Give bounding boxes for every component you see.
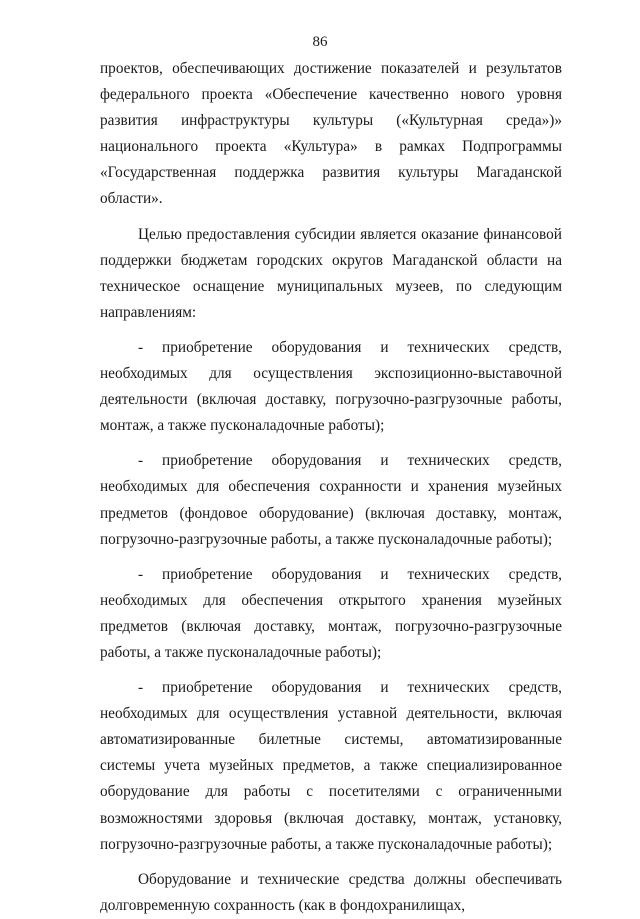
- paragraph-equipment-requirements: Оборудование и технические средства должны обеспечивать долговременную сохранность (как в фондохранилищах,: [100, 870, 562, 914]
- list-item-open-storage-equipment: - приобретение оборудования и технических средств, необходимых для обеспечения открытого хранения музейных предметов (включая доставку, монтаж, погрузочно-разгрузочные работы, а также пусконаладочные работы);: [100, 565, 562, 661]
- page-number: 86: [312, 34, 328, 50]
- document-body: [100, 56, 562, 919]
- list-item-storage-equipment: - приобретение оборудования и технических средств, необходимых для обеспечения сохранности и хранения музейных предметов (фондовое оборудование) (включая доставку, монтаж, погрузочно-разгрузочные работы, а также пусконаладочные работы);: [100, 452, 562, 548]
- list-item-statutory-activity-equipment: - приобретение оборудования и технических средств, необходимых для осуществления уставной деятельности, включая автоматизированные билетные системы, автоматизированные системы учета музейных предметов, а также специализированное оборудование для работы с посетителями с ограниченными возможностями здоровья (включая доставку, монтаж, установку, погрузочно-разгрузочные работы, а также пусконаладочные работы);: [100, 679, 562, 853]
- paragraph-subsidy-purpose: Целью предоставления субсидии является оказание финансовой поддержки бюджетам городских округов Магаданской области на техническое оснащение муниципальных музеев, по следующим направлениям:: [100, 225, 562, 321]
- paragraph-continuation: проектов, обеспечивающих достижение показателей и результатов федерального проекта «Обеспечение качественно нового уровня развития инфраструктуры культуры («Культурная среда»)» национального проекта «Культура» в рамках Подпрограммы «Государственная поддержка развития культуры Магаданской области».: [100, 60, 562, 208]
- list-item-exhibition-equipment: - приобретение оборудования и технических средств, необходимых для осуществления экспозиционно-выставочной деятельности (включая доставку, погрузочно-разгрузочные работы, монтаж, а также пусконаладочные работы);: [100, 338, 562, 435]
